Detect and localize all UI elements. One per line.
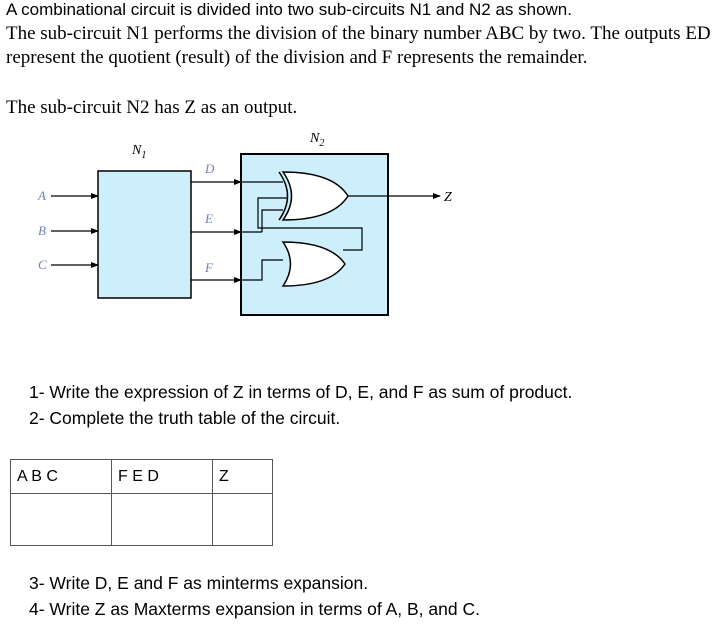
input-label-a: A: [38, 188, 46, 203]
header-fed: F E D: [112, 460, 213, 494]
truth-table: [10, 459, 273, 546]
header-z: Z: [213, 460, 273, 494]
cell-fed[interactable]: [112, 494, 213, 546]
wire-label-d: D: [205, 161, 215, 176]
input-label-c: C: [38, 257, 47, 272]
truth-table-row: [11, 494, 273, 546]
n1-block: [98, 171, 191, 298]
intro-paragraph: The sub-circuit N1 performs the division of the binary number ABC by two. The outputs ED represent the quotient (result) of the division and F represents the remainder.: [6, 23, 711, 68]
truth-table-header-row: [11, 460, 273, 494]
wire-label-f: F: [205, 260, 213, 275]
wire-label-e: E: [205, 211, 213, 226]
intro-line-3: The sub-circuit N2 has Z as an output.: [6, 97, 298, 118]
question-2: 2- Complete the truth table of the circuit.: [29, 408, 341, 428]
cell-abc[interactable]: [11, 494, 112, 546]
question-1: 1- Write the expression of Z in terms of D, E, and F as sum of product.: [29, 382, 573, 402]
questions-top: [29, 382, 572, 434]
question-3: 3- Write D, E and F as minterms expansion.: [29, 573, 369, 593]
question-4: 4- Write Z as Maxterms expansion in terms of A, B, and C.: [29, 599, 480, 619]
intro-line-1: A combinational circuit is divided into two sub-circuits N1 and N2 as shown.: [6, 0, 572, 19]
header-abc: A B C: [11, 460, 112, 494]
cell-z[interactable]: [213, 494, 273, 546]
n1-label: $N_1$: [132, 143, 147, 161]
n2-label: $N_2$: [310, 131, 325, 149]
questions-bottom: [29, 573, 480, 625]
output-label-z: Z: [444, 190, 452, 205]
input-label-b: B: [38, 223, 46, 238]
circuit-diagram: [0, 130, 716, 360]
